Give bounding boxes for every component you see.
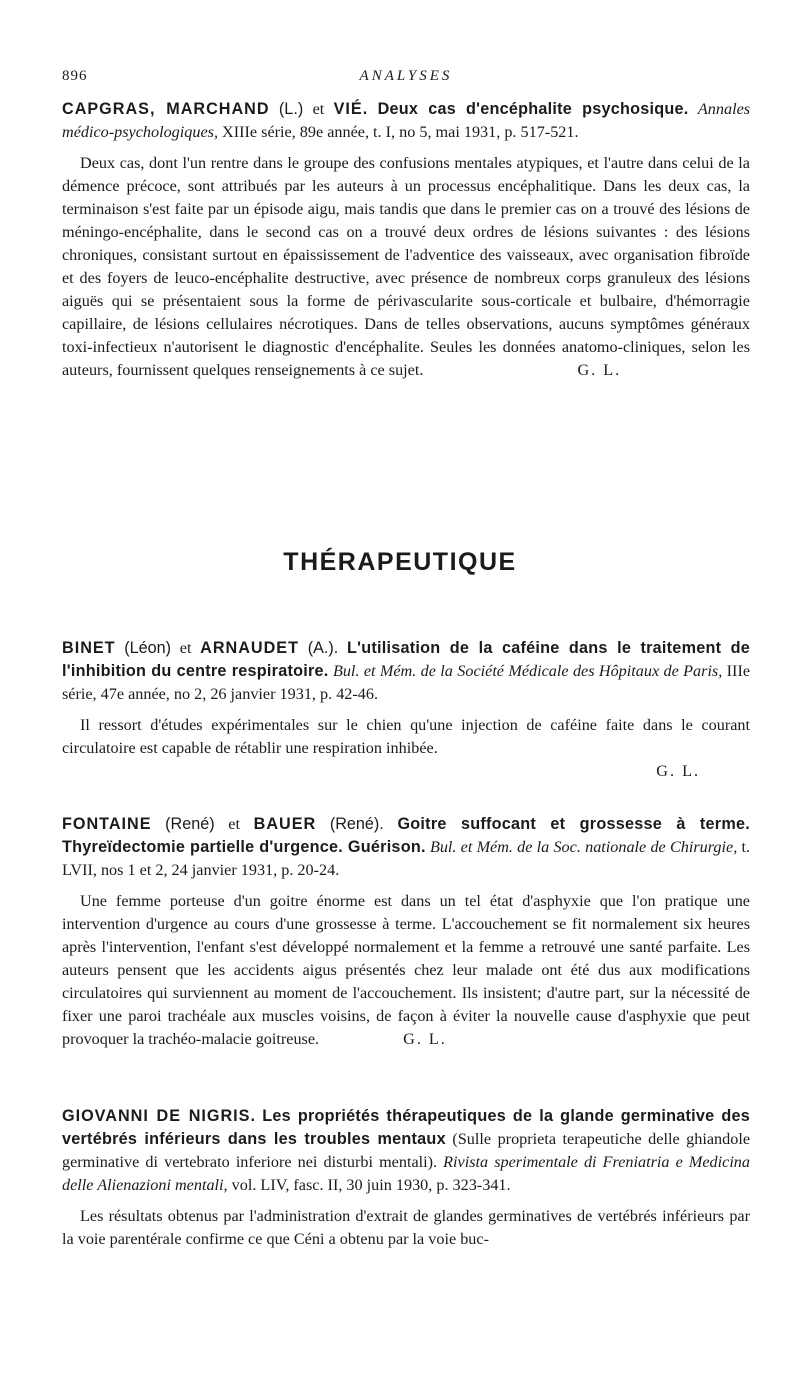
journal-source: Rivista sperimentale di Freniatria e Medicina delle Alienazioni mentali, <box>62 1153 750 1194</box>
signature: G. L. <box>577 361 622 379</box>
running-header <box>62 68 750 90</box>
citation-ref: IIIe série, 47e année, no 2, 26 janvier 1931, p. 42-46. <box>62 662 751 703</box>
signature: G. L. <box>656 762 700 780</box>
citation-ref: vol. LIV, fasc. II, 30 juin 1930, p. 323-341. <box>231 1176 511 1194</box>
abstract-capgras <box>62 98 750 382</box>
entry-title: Les propriétés thérapeutiques de la glande germinative des vertébrés inférieurs dans les troubles mentaux <box>62 1107 750 1148</box>
journal-source: Annales médico-psychologiques, <box>62 100 751 141</box>
entry-heading: BINET (Léon) et ARNAUDET (A.). L'utilisation de la caféine dans le traitement de l'inhibition du centre respiratoire. Bul. et Mém. de la Société Médicale des Hôpitaux de Paris, IIIe série, 47e année, no 2, 26 janvier 1931, p. 42-46. <box>62 639 751 703</box>
entry-heading: CAPGRAS, MARCHAND (L.) et VIÉ. Deux cas d'encéphalite psychosique. Annales médico-psychologiques, XIIIe série, 89e année, t. I, no 5, mai 1931, p. 517-521. <box>62 100 751 141</box>
section-title: THÉRAPEUTIQUE <box>283 548 517 576</box>
authors: BINET <box>62 639 116 657</box>
signature: G. L. <box>403 1030 447 1048</box>
entry-heading <box>62 1105 750 1197</box>
abstract-body: Il ressort d'études expérimentales sur le chien qu'une injection de caféine faite dans le courant circulatoire est capable de rétablir une respiration inhibée. <box>62 716 750 757</box>
citation-ref: t. LVII, nos 1 et 2, 24 janvier 1931, p. 20-24. <box>62 838 751 879</box>
citation-ref: XIIIe série, 89e année, t. I, no 5, mai 1931, p. 517-521. <box>222 123 579 141</box>
abstract-body: Une femme porteuse d'un goitre énorme est dans un tel état d'asphyxie que l'on pratique une intervention d'urgence au cours d'une grossesse à terme. L'accouchement se fit normalement six heures après l'intervention, l'enfant s'est développé normalement et la femme a retrouvé une santé parfaite. Les auteurs pensent que les accidents aigus présentés chez leur malade ont été dus aux modifications circulatoires qui surviennent au moment de l'accouchement. Ils insistent; d'autre part, sur la nécessité de fixer une paroi trachéale aux muscles voisins, de façon à éviter la nouvelle cause d'asphyxie que peut provoquer la trachéo-malacie goitreuse. G. L. <box>62 892 750 1048</box>
abstract-giovanni <box>62 1105 750 1251</box>
abstract-binet <box>62 637 750 783</box>
entry-heading: FONTAINE (René) et BAUER (René). Goitre suffocant et grossesse à terme. Thyreïdectomie partielle d'urgence. Guérison. Bul. et Mém. de la Soc. nationale de Chirurgie, t. LVII, nos 1 et 2, 24 janvier 1931, p. 20-24. <box>62 815 751 879</box>
abstract-fontaine <box>62 813 750 1051</box>
running-title: ANALYSES <box>359 68 453 84</box>
authors: GIOVANNI DE NIGRIS. <box>62 1107 256 1125</box>
page-number: 896 <box>62 68 88 84</box>
authors: CAPGRAS, MARCHAND <box>62 100 270 118</box>
original-title: (Sulle proprieta terapeutiche delle ghiandole germinative di vertebrato inferiore nei disturbi mentali). <box>62 1130 751 1171</box>
journal-source: Bul. et Mém. de la Société Médicale des Hôpitaux de Paris, <box>332 662 723 680</box>
entry-title: Goitre suffocant et grossesse à terme. Thyreïdectomie partielle d'urgence. Guérison. <box>62 815 750 856</box>
journal-source: Bul. et Mém. de la Soc. nationale de Chirurgie, <box>429 838 738 856</box>
entry-title: L'utilisation de la caféine dans le traitement de l'inhibition du centre respiratoire. <box>62 639 751 680</box>
abstract-body: Les résultats obtenus par l'administration d'extrait de glandes germinatives de vertébrés inférieurs par la voie parentérale confirme ce que Céni a obtenu par la voie buc- <box>62 1207 750 1248</box>
authors: FONTAINE <box>62 815 152 833</box>
abstract-body: Deux cas, dont l'un rentre dans le groupe des confusions mentales atypiques, et l'autre dans celui de la démence précoce, sont attribués par les auteurs à un processus encéphalitique. Dans les deux cas, la terminaison s'est faite par un épisode aigu, mais tandis que dans le premier cas on a trouvé des lésions de méningo-encéphalite, dans le second cas on a trouvé deux ordres de lésions suivantes : des lésions chroniques, consistant surtout en épaississement de l'adventice des vaisseaux, avec organisation fibroïde et des foyers de leuco-encéphalite destructive, avec présence de nombreux corps granuleux des lésions aiguës qui se présentaient sous la forme de périvascularite sous-corticale et bulbaire, d'hémorragie capillaire, de lésions cellulaires nécrotiques. Dans de telles observations, aucuns symptômes généraux toxi-infectieux n'autorisent le diagnostic d'encéphalite. Seules les données anatomo-cliniques, selon les auteurs, fournissent quelques renseignements à ce sujet. G. L. <box>62 154 750 379</box>
entry-title: Deux cas d'encéphalite psychosique. <box>377 100 689 118</box>
